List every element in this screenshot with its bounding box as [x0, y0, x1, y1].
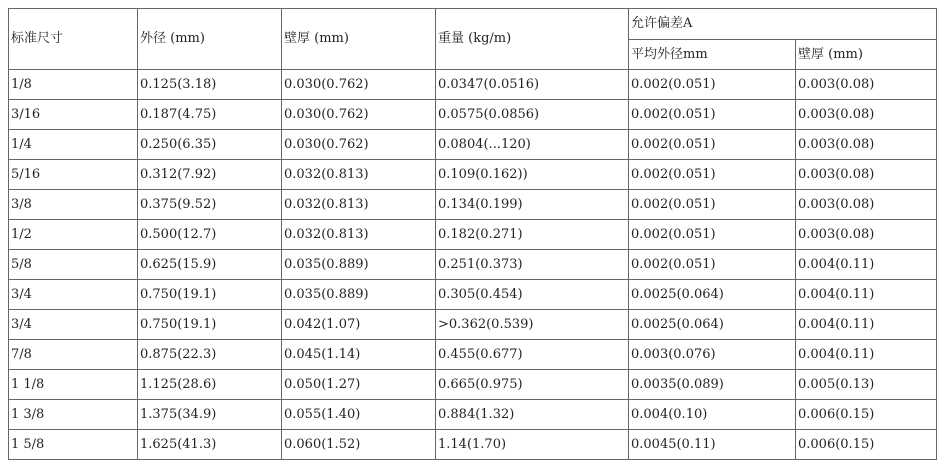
- header-tolerance: 允许偏差A: [629, 9, 937, 40]
- cell-wall-thickness: 0.045(1.14): [282, 340, 436, 370]
- cell-standard-size: 1 3/8: [9, 400, 138, 430]
- cell-tolerance-avg-od: 0.002(0.051): [629, 220, 796, 250]
- cell-tolerance-wall: 0.003(0.08): [796, 130, 937, 160]
- cell-weight: 0.455(0.677): [436, 340, 629, 370]
- cell-wall-thickness: 0.030(0.762): [282, 100, 436, 130]
- cell-wall-thickness: 0.030(0.762): [282, 130, 436, 160]
- cell-weight: >0.362(0.539): [436, 310, 629, 340]
- cell-tolerance-avg-od: 0.002(0.051): [629, 190, 796, 220]
- cell-outer-diameter: 0.875(22.3): [138, 340, 282, 370]
- cell-tolerance-avg-od: 0.002(0.051): [629, 160, 796, 190]
- cell-standard-size: 1 1/8: [9, 370, 138, 400]
- cell-tolerance-wall: 0.003(0.08): [796, 220, 937, 250]
- cell-wall-thickness: 0.042(1.07): [282, 310, 436, 340]
- table-row: [9, 340, 937, 370]
- header-wall-thickness: 壁厚 (mm): [282, 9, 436, 70]
- cell-tolerance-wall: 0.003(0.08): [796, 100, 937, 130]
- table-row: [9, 280, 937, 310]
- cell-tolerance-wall: 0.004(0.11): [796, 280, 937, 310]
- cell-tolerance-wall: 0.004(0.11): [796, 340, 937, 370]
- cell-wall-thickness: 0.032(0.813): [282, 190, 436, 220]
- cell-weight: 0.0804(...120): [436, 130, 629, 160]
- header-tolerance-wall: 壁厚 (mm): [796, 40, 937, 70]
- cell-wall-thickness: 0.030(0.762): [282, 70, 436, 100]
- cell-standard-size: 7/8: [9, 340, 138, 370]
- table-row: [9, 160, 937, 190]
- cell-tolerance-avg-od: 0.004(0.10): [629, 400, 796, 430]
- cell-standard-size: 1/8: [9, 70, 138, 100]
- cell-tolerance-wall: 0.003(0.08): [796, 190, 937, 220]
- cell-tolerance-avg-od: 0.002(0.051): [629, 130, 796, 160]
- cell-outer-diameter: 0.375(9.52): [138, 190, 282, 220]
- cell-outer-diameter: 0.750(19.1): [138, 280, 282, 310]
- cell-tolerance-avg-od: 0.0035(0.089): [629, 370, 796, 400]
- header-tolerance-avg-od: 平均外径mm: [629, 40, 796, 70]
- cell-wall-thickness: 0.060(1.52): [282, 430, 436, 460]
- cell-standard-size: 3/16: [9, 100, 138, 130]
- cell-outer-diameter: 1.625(41.3): [138, 430, 282, 460]
- cell-tolerance-avg-od: 0.0025(0.064): [629, 280, 796, 310]
- table-row: [9, 130, 937, 160]
- cell-wall-thickness: 0.050(1.27): [282, 370, 436, 400]
- header-outer-diameter: 外径 (mm): [138, 9, 282, 70]
- cell-outer-diameter: 0.250(6.35): [138, 130, 282, 160]
- table-row: [9, 370, 937, 400]
- spec-table-container: [8, 8, 937, 460]
- tube-spec-table: [8, 8, 937, 460]
- cell-outer-diameter: 0.500(12.7): [138, 220, 282, 250]
- cell-weight: 0.109(0.162)): [436, 160, 629, 190]
- cell-tolerance-wall: 0.006(0.15): [796, 400, 937, 430]
- table-row: [9, 250, 937, 280]
- cell-tolerance-avg-od: 0.002(0.051): [629, 100, 796, 130]
- cell-tolerance-avg-od: 0.0025(0.064): [629, 310, 796, 340]
- header-weight: 重量 (kg/m): [436, 9, 629, 70]
- table-row: [9, 190, 937, 220]
- cell-tolerance-wall: 0.003(0.08): [796, 70, 937, 100]
- cell-tolerance-wall: 0.006(0.15): [796, 430, 937, 460]
- cell-weight: 0.305(0.454): [436, 280, 629, 310]
- table-body: [9, 70, 937, 460]
- cell-outer-diameter: 0.625(15.9): [138, 250, 282, 280]
- cell-wall-thickness: 0.035(0.889): [282, 250, 436, 280]
- table-row: [9, 400, 937, 430]
- cell-standard-size: 3/4: [9, 310, 138, 340]
- cell-standard-size: 3/8: [9, 190, 138, 220]
- cell-tolerance-avg-od: 0.002(0.051): [629, 250, 796, 280]
- cell-weight: 0.0575(0.0856): [436, 100, 629, 130]
- cell-tolerance-avg-od: 0.002(0.051): [629, 70, 796, 100]
- cell-wall-thickness: 0.032(0.813): [282, 220, 436, 250]
- cell-tolerance-wall: 0.004(0.11): [796, 250, 937, 280]
- table-row: [9, 100, 937, 130]
- cell-weight: 1.14(1.70): [436, 430, 629, 460]
- cell-outer-diameter: 0.312(7.92): [138, 160, 282, 190]
- table-row: [9, 310, 937, 340]
- cell-standard-size: 1/2: [9, 220, 138, 250]
- cell-standard-size: 1/4: [9, 130, 138, 160]
- cell-wall-thickness: 0.035(0.889): [282, 280, 436, 310]
- table-row: [9, 430, 937, 460]
- table-row: [9, 70, 937, 100]
- cell-standard-size: 5/16: [9, 160, 138, 190]
- cell-tolerance-wall: 0.003(0.08): [796, 160, 937, 190]
- cell-weight: 0.251(0.373): [436, 250, 629, 280]
- cell-tolerance-avg-od: 0.0045(0.11): [629, 430, 796, 460]
- cell-outer-diameter: 0.750(19.1): [138, 310, 282, 340]
- cell-weight: 0.134(0.199): [436, 190, 629, 220]
- cell-standard-size: 3/4: [9, 280, 138, 310]
- cell-standard-size: 5/8: [9, 250, 138, 280]
- header-row: [9, 9, 937, 40]
- cell-tolerance-avg-od: 0.003(0.076): [629, 340, 796, 370]
- cell-weight: 0.884(1.32): [436, 400, 629, 430]
- cell-wall-thickness: 0.055(1.40): [282, 400, 436, 430]
- cell-outer-diameter: 1.375(34.9): [138, 400, 282, 430]
- header-standard-size: 标准尺寸: [9, 9, 138, 70]
- cell-weight: 0.182(0.271): [436, 220, 629, 250]
- cell-wall-thickness: 0.032(0.813): [282, 160, 436, 190]
- cell-outer-diameter: 0.125(3.18): [138, 70, 282, 100]
- cell-weight: 0.665(0.975): [436, 370, 629, 400]
- cell-outer-diameter: 1.125(28.6): [138, 370, 282, 400]
- cell-outer-diameter: 0.187(4.75): [138, 100, 282, 130]
- cell-tolerance-wall: 0.004(0.11): [796, 310, 937, 340]
- table-row: [9, 220, 937, 250]
- cell-tolerance-wall: 0.005(0.13): [796, 370, 937, 400]
- cell-standard-size: 1 5/8: [9, 430, 138, 460]
- cell-weight: 0.0347(0.0516): [436, 70, 629, 100]
